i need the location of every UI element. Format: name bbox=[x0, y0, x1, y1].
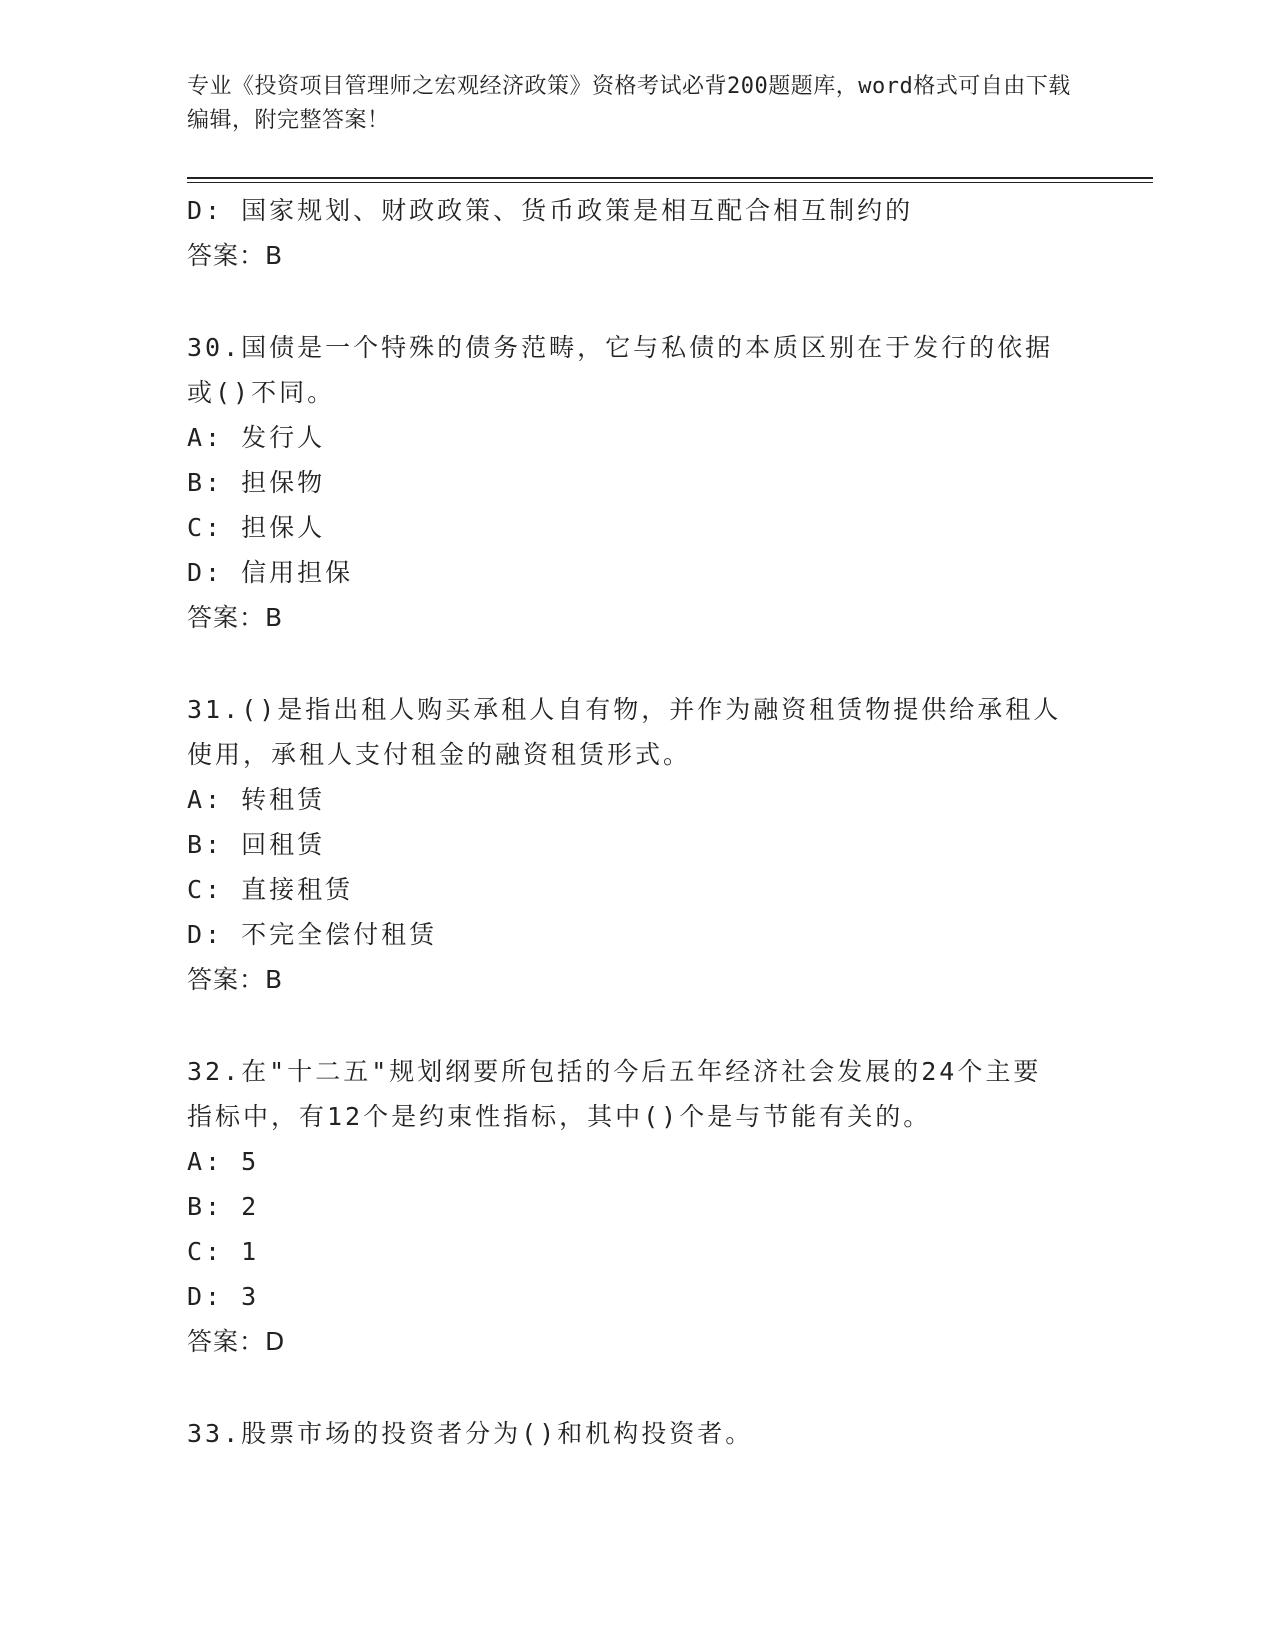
answer-line: 答案：B bbox=[187, 965, 284, 994]
option-d: D: 国家规划、财政政策、货币政策是相互配合相互制约的 bbox=[187, 196, 914, 225]
spacer bbox=[187, 640, 1087, 687]
question-33 bbox=[187, 1411, 1087, 1456]
option-c: C: 直接租赁 bbox=[187, 875, 354, 904]
question-stem: 31.()是指出租人购买承租人自有物，并作为融资租赁物提供给承租人使用，承租人支付租金的融资租赁形式。 bbox=[187, 695, 1062, 769]
option-a: A: 转租赁 bbox=[187, 785, 326, 814]
question-stem: 33.股票市场的投资者分为()和机构投资者。 bbox=[187, 1419, 754, 1448]
option-a: A: 发行人 bbox=[187, 423, 326, 452]
header-rule-thin bbox=[187, 182, 1153, 183]
spacer bbox=[187, 1364, 1087, 1411]
option-b: B: 2 bbox=[187, 1192, 260, 1221]
option-d: D: 信用担保 bbox=[187, 558, 354, 587]
header-rule-thick bbox=[187, 177, 1153, 179]
question-stem: 32.在"十二五"规划纲要所包括的今后五年经济社会发展的24个主要指标中，有12个是约束性指标，其中()个是与节能有关的。 bbox=[187, 1057, 1042, 1131]
option-d: D: 3 bbox=[187, 1282, 260, 1311]
answer-line: 答案：B bbox=[187, 241, 284, 270]
page-header: 专业《投资项目管理师之宏观经济政策》资格考试必背200题题库，word格式可自由下载编辑，附完整答案！ bbox=[187, 74, 1071, 133]
option-d: D: 不完全偿付租赁 bbox=[187, 920, 438, 949]
spacer bbox=[187, 1002, 1087, 1049]
question-31 bbox=[187, 687, 1087, 1002]
option-c: C: 1 bbox=[187, 1237, 260, 1266]
answer-line: 答案：B bbox=[187, 603, 284, 632]
option-a: A: 5 bbox=[187, 1147, 260, 1176]
question-30 bbox=[187, 325, 1087, 640]
option-c: C: 担保人 bbox=[187, 513, 326, 542]
answer-line: 答案：D bbox=[187, 1327, 286, 1356]
spacer bbox=[187, 278, 1087, 325]
question-stem: 30.国债是一个特殊的债务范畴，它与私债的本质区别在于发行的依据或()不同。 bbox=[187, 333, 1054, 407]
option-b: B: 回租赁 bbox=[187, 830, 326, 859]
question-32 bbox=[187, 1049, 1087, 1364]
question-list bbox=[187, 188, 1087, 1456]
option-b: B: 担保物 bbox=[187, 468, 326, 497]
